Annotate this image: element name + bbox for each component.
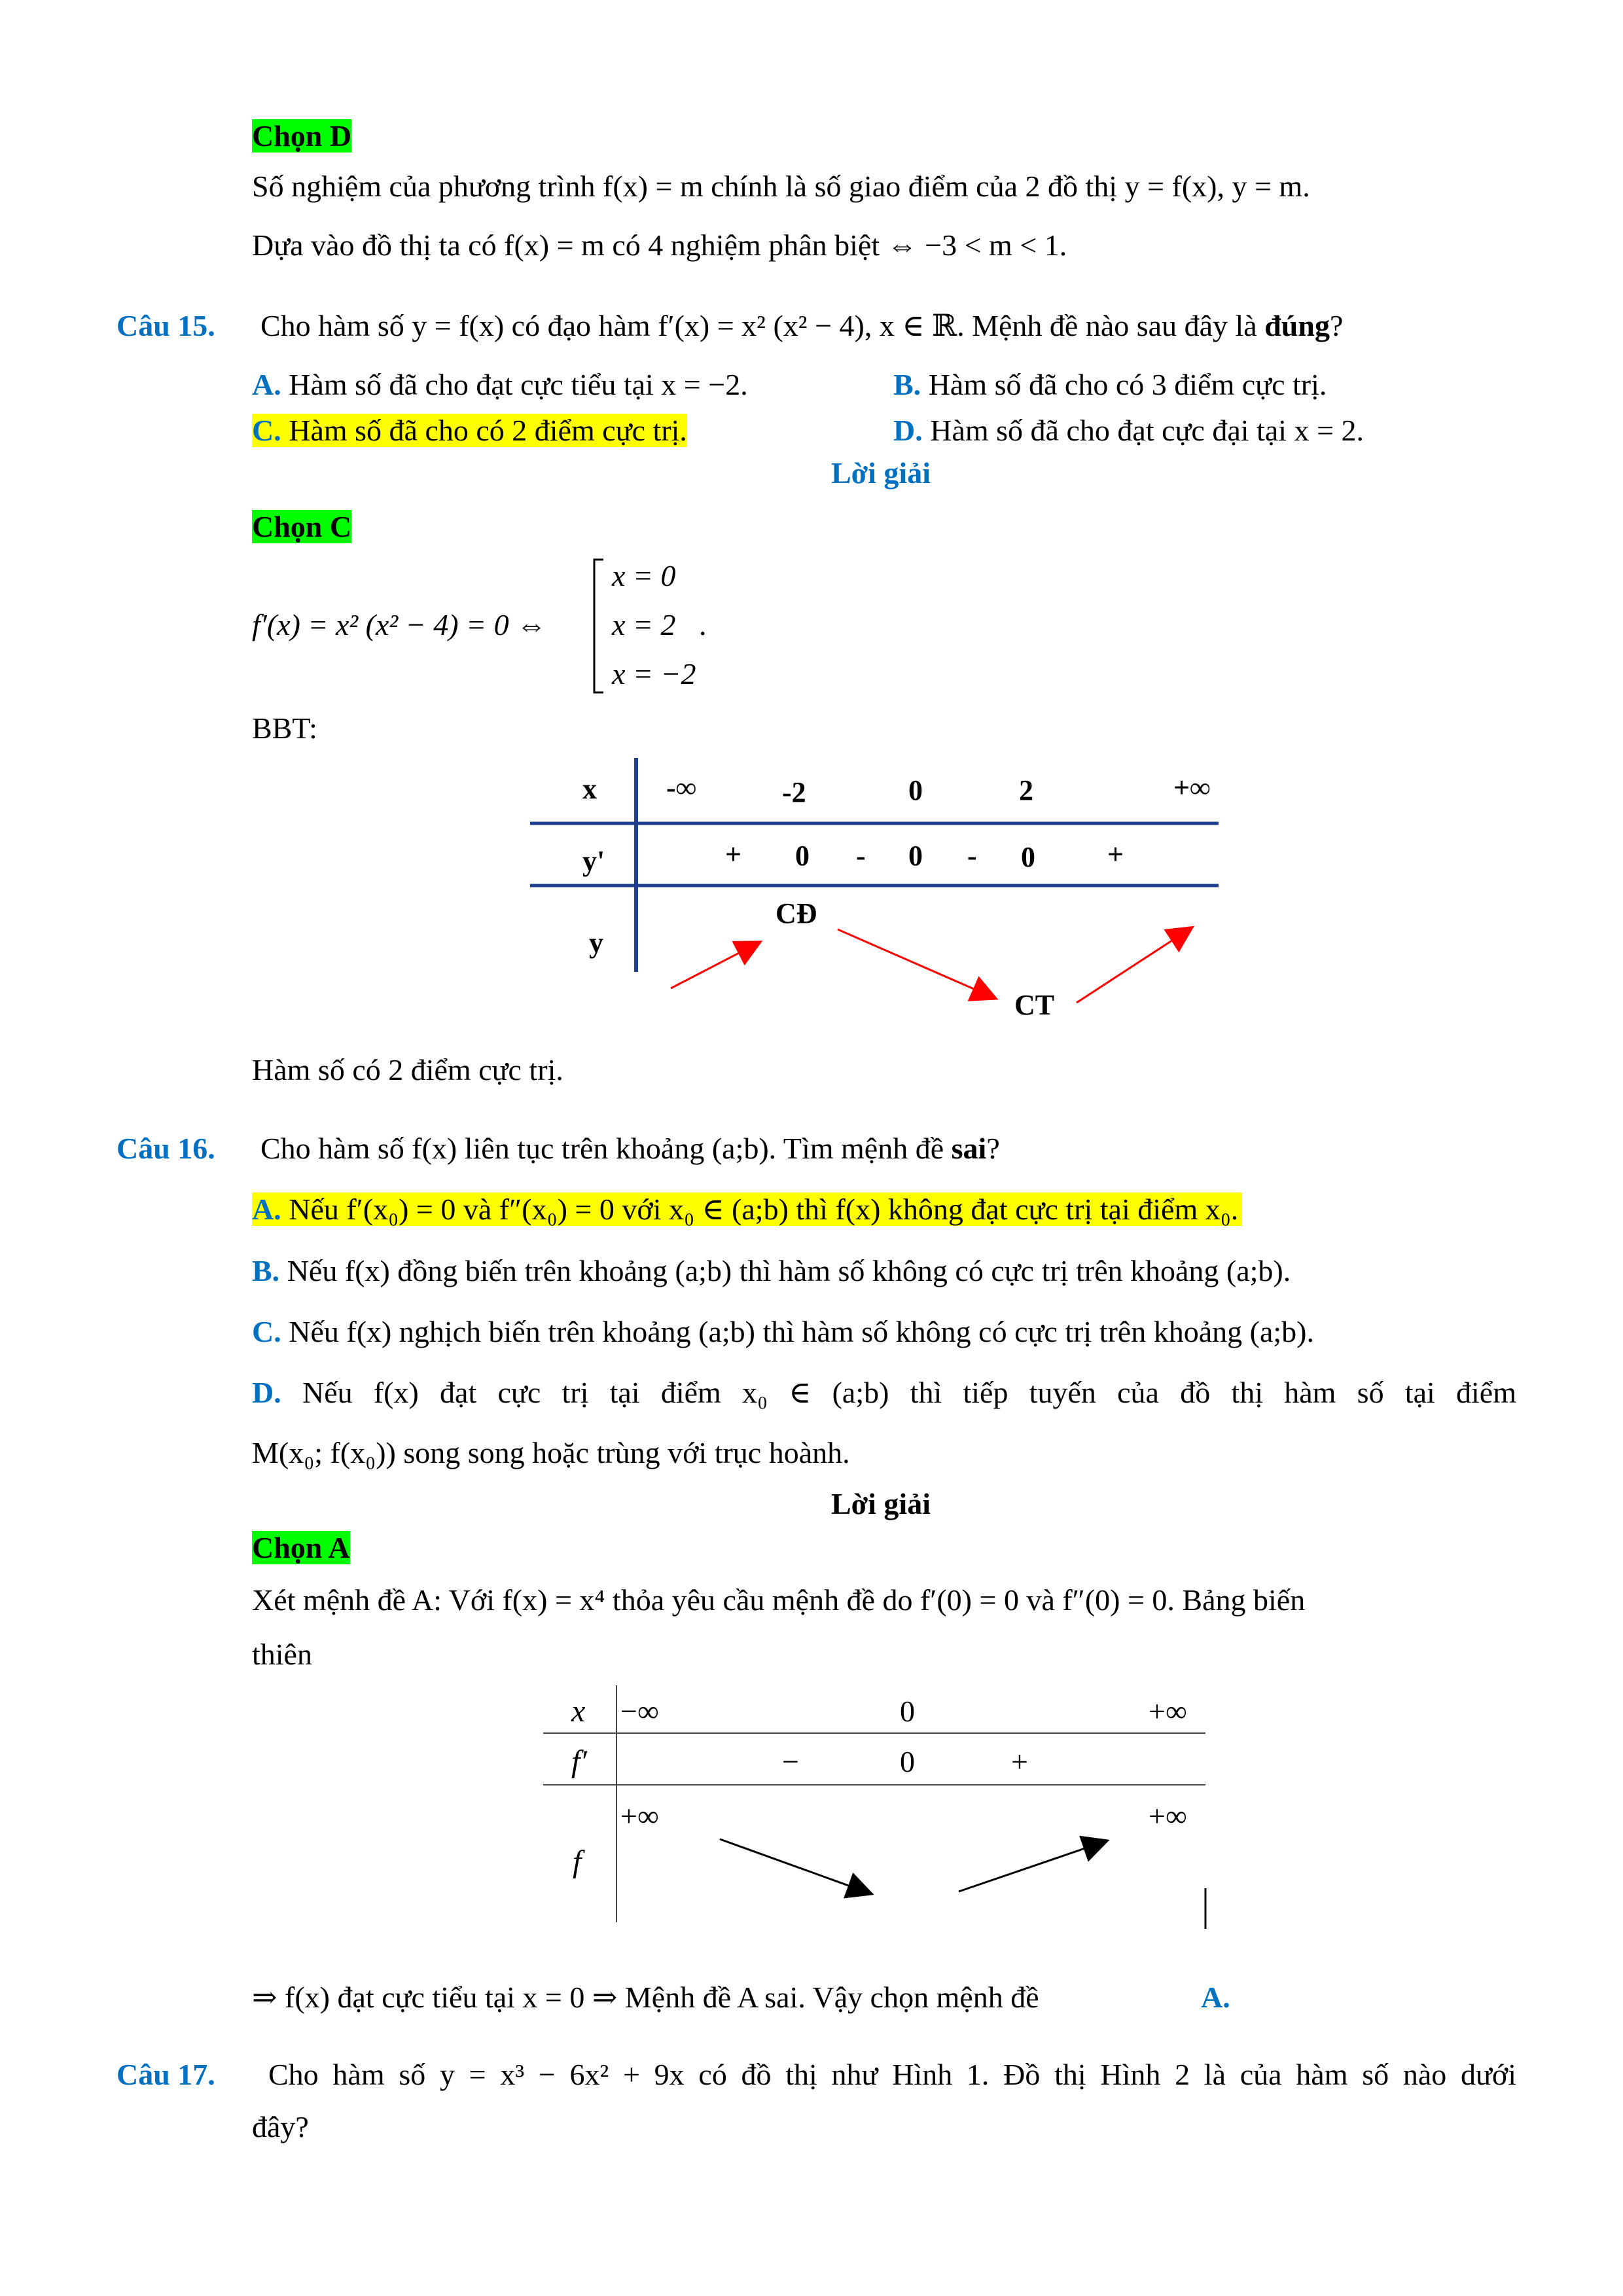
q15-conclusion: Hàm số có 2 điểm cực trị. [252,1053,563,1086]
q15-variation-table [530,753,1224,1028]
q15-option-d: D. Hàm số đã cho đạt cực đại tại x = 2. [893,414,1364,447]
table-yp-val-5: 0 [1021,841,1035,873]
q16-option-d: D. Nếu f(x) đạt cực trị tại điểm x₀ ∈ (a;b) thì tiếp tuyến của đồ thị hàm số tại điểm [252,1376,1516,1409]
q15-option-b: B. Hàm số đã cho có 3 điểm cực trị. [893,368,1327,401]
table-x-label: x [582,773,597,805]
q17-stem-line1: Cho hàm số y = x³ − 6x² + 9x có đồ thị như Hình 1. Đồ thị Hình 2 là của hàm số nào dưới [268,2058,1516,2091]
table2-f-val-1: +∞ [1149,1799,1187,1833]
prev-choose: Chọn D [252,119,352,152]
table-x-val-1: -2 [782,776,806,808]
arrow-up-2 [1077,928,1191,1003]
table-yp-val-3: 0 [908,840,923,872]
table-y-label: y [589,927,603,959]
q16-variation-table [543,1685,1224,1960]
q15-solution-title: Lời giải [831,456,931,490]
q16-solution-line2: thiên [252,1638,312,1671]
table2-x-label: x [571,1694,586,1729]
table2-x-val-2: +∞ [1149,1695,1187,1728]
q15-option-c: C. Hàm số đã cho có 2 điểm cực trị. [252,414,687,447]
q16-conclusion: ⇒ f(x) đạt cực tiểu tại x = 0 ⇒ Mệnh đề A sai. Vậy chọn mệnh đề [252,1981,1039,2014]
prev-line2: Dựa vào đồ thị ta có f(x) = m có 4 nghiệm phân biệt ⇔ −3 < m < 1. [252,228,1067,262]
q15-bbt-label: BBT: [252,711,317,745]
q15-option-a: A. Hàm số đã cho đạt cực tiểu tại x = −2. [252,368,748,401]
table-yp-val-2: - [856,840,866,872]
q15-case-bracket [589,556,609,697]
table2-arrow-down [720,1839,870,1893]
table-yp-label: y' [582,845,605,877]
q16-solution-line1: Xét mệnh đề A: Với f(x) = x⁴ thỏa yêu cầu mệnh đề do f′(0) = 0 và f″(0) = 0. Bảng biến [252,1583,1306,1617]
table-yp-val-6: + [1107,838,1124,870]
table2-f-label: f [573,1844,582,1879]
q16-stem: Cho hàm số f(x) liên tục trên khoảng (a;b). Tìm mệnh đề sai? [260,1132,1000,1165]
q15-label: Câu 15. [116,309,215,342]
q15-stem: Cho hàm số y = f(x) có đạo hàm f′(x) = x² (x² − 4), x ∈ ℝ. Mệnh đề nào sau đây là đúng? [260,309,1344,342]
q16-solution-title: Lời giải [831,1487,931,1520]
table-yp-val-4: - [967,840,977,872]
q16-conclusion-key: A. [1201,1981,1230,2014]
table2-x-val-0: −∞ [620,1695,659,1728]
table-x-val-0: -∞ [666,772,697,804]
table2-fp-val-2: + [1011,1745,1028,1778]
q16-label: Câu 16. [116,1132,215,1165]
q17-label: Câu 17. [116,2058,215,2091]
table-cd-label: CĐ [776,897,817,929]
table-ct-label: CT [1014,989,1055,1021]
table2-arrow-up [959,1841,1106,1892]
table2-fp-val-0: − [782,1745,799,1778]
q15-choose: Chọn C [252,510,352,543]
table2-fp-label: f′ [571,1744,587,1779]
q15-equation-left: f′(x) = x² (x² − 4) = 0 ⇔ [252,608,547,641]
table2-f-val-0: +∞ [620,1799,659,1833]
q15-case-0: x = 0 [612,559,676,592]
q16-option-c: C. Nếu f(x) nghịch biến trên khoảng (a;b) thì hàm số không có cực trị trên khoảng (a;b). [252,1315,1314,1348]
table-yp-val-0: + [725,838,742,870]
table-x-val-4: +∞ [1173,772,1211,804]
q16-choose: Chọn A [252,1531,350,1564]
q16-option-a: A. Nếu f′(x₀) = 0 và f″(x₀) = 0 với x₀ ∈ (a;b) thì f(x) không đạt cực trị tại điểm x₀. [252,1190,1242,1229]
table-yp-val-1: 0 [795,840,810,872]
table-x-val-2: 0 [908,774,923,806]
q16-option-d-line2: M(x₀; f(x₀)) song song hoặc trùng với trục hoành. [252,1436,850,1469]
table-x-val-3: 2 [1019,774,1033,806]
table2-x-val-1: 0 [900,1695,915,1728]
arrow-down [838,929,995,998]
q17-stem-line2: đây? [252,2110,309,2144]
q15-case-2: x = −2 [612,657,696,691]
table2-fp-val-1: 0 [900,1745,915,1778]
q15-case-1: x = 2 [612,608,676,641]
q15-eq-end: . [699,608,707,641]
arrow-up-1 [671,942,759,988]
q16-option-b: B. Nếu f(x) đồng biến trên khoảng (a;b) thì hàm số không có cực trị trên khoảng (a;b). [252,1254,1291,1287]
prev-line1: Số nghiệm của phương trình f(x) = m chính là số giao điểm của 2 đồ thị y = f(x), y = m. [252,170,1310,203]
